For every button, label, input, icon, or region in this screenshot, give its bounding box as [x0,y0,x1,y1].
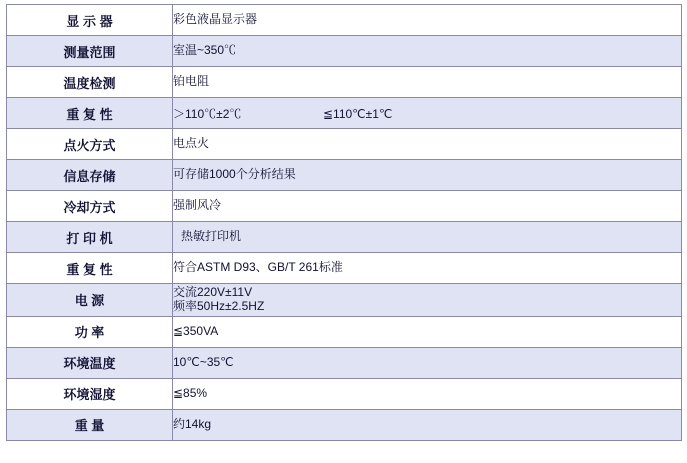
row-label: 温度检测 [7,67,173,98]
table-row [7,316,682,347]
row-label: 电 源 [7,284,173,317]
row-label: 冷却方式 [7,191,173,222]
row-value: 可存储1000个分析结果 [173,160,682,191]
table-row [7,160,682,191]
row-value: 电点火 [173,129,682,160]
table-row [7,191,682,222]
row-value: 10℃~35℃ [173,347,682,378]
row-value [173,98,682,129]
table-row [7,378,682,409]
row-value: 强制风冷 [173,191,682,222]
row-value: 铂电阻 [173,67,682,98]
row-value: 彩色液晶显示器 [173,5,682,36]
row-value: 符合ASTM D93、GB/T 261标准 [173,253,682,284]
row-label: 环境湿度 [7,378,173,409]
row-label: 环境温度 [7,347,173,378]
table-row [7,36,682,67]
row-value-primary: ＞110℃±2℃ [173,106,242,121]
specification-table [6,4,682,441]
row-label: 测量范围 [7,36,173,67]
row-value-secondary: 频率50Hz±2.5HZ [173,298,265,313]
table-row [7,253,682,284]
row-value: 室温~350℃ [173,36,682,67]
row-label: 重 复 性 [7,253,173,284]
row-value: 约14kg [173,409,682,440]
row-value: ≦350VA [173,316,682,347]
row-value [173,284,682,317]
table-row [7,129,682,160]
row-value: ≦85% [173,378,682,409]
row-label: 功 率 [7,316,173,347]
table-row [7,5,682,36]
row-label: 点火方式 [7,129,173,160]
row-label: 显 示 器 [7,5,173,36]
row-value-primary: 交流220V±11V [173,285,253,299]
table-row [7,222,682,253]
table-row [7,67,682,98]
row-label: 重 量 [7,409,173,440]
row-label: 重 复 性 [7,98,173,129]
row-value: 热敏打印机 [173,222,682,253]
table-row [7,98,682,129]
row-label: 信息存储 [7,160,173,191]
table-row [7,284,682,317]
table-row [7,409,682,440]
row-label: 打 印 机 [7,222,173,253]
row-value-secondary: ≦110℃±1℃ [323,106,393,121]
table-row [7,347,682,378]
